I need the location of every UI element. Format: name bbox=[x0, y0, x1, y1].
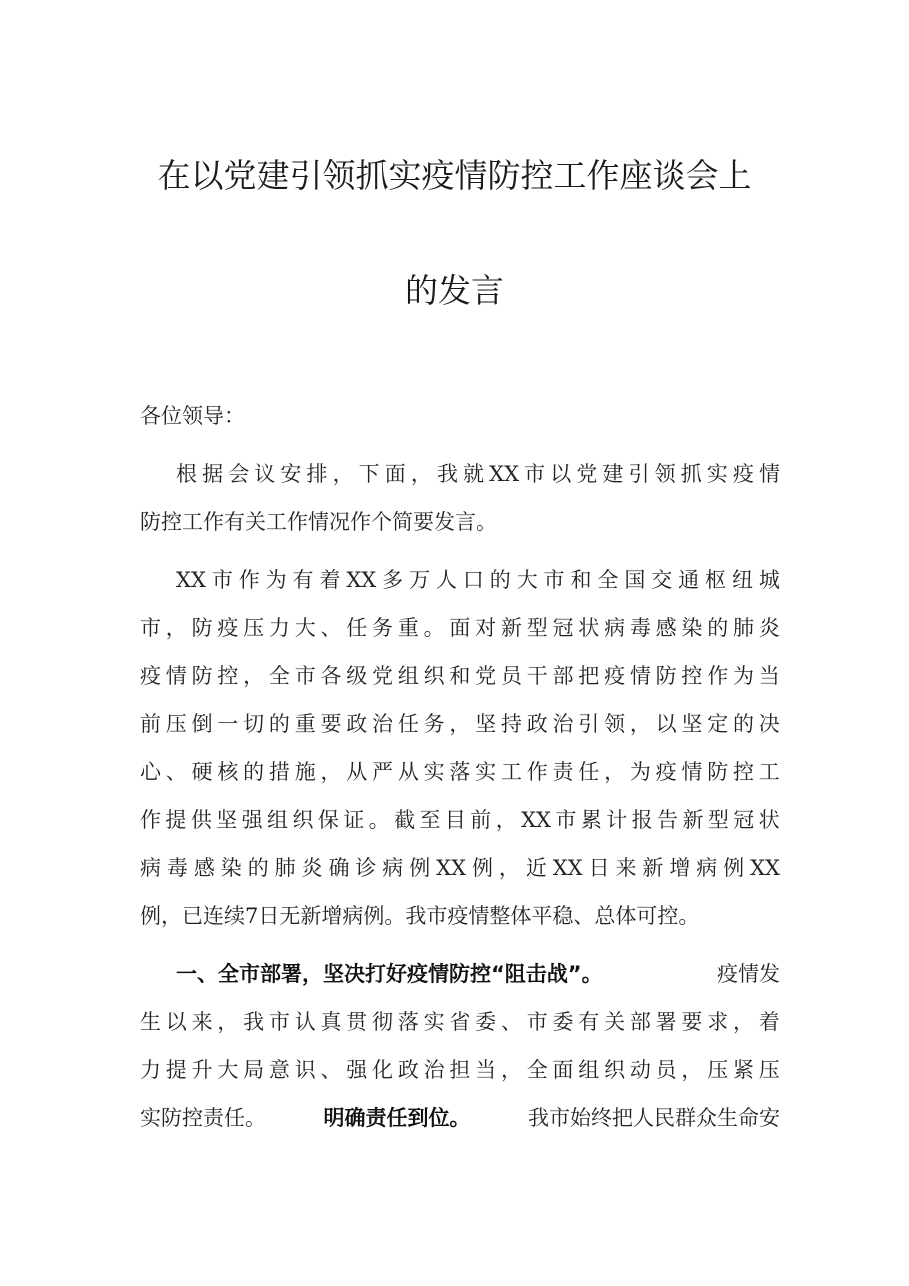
paragraph-3-line: 实防控责任。 明确责任到位。 我市始终把人民群众生命安 bbox=[140, 1094, 780, 1142]
paragraph-2-line: 病 毒 感 染 的 肺 炎 确 诊 病 例 XX 例 ， 近 XX 日 来 新 增 病 例 XX bbox=[140, 856, 780, 880]
paragraph-2-line: 心 、 硬 核 的 措 施 ， 从 严 从 实 落 实 工 作 责 任 ， 为 疫 情 防 控 工 bbox=[140, 760, 780, 784]
section-heading: 一、全市部署，坚决打好疫情防控“阻击战”。 bbox=[176, 962, 603, 986]
document-body bbox=[140, 392, 780, 1142]
paragraph-2-line: 前 压 倒 一 切 的 重 要 政 治 任 务 ， 坚 持 政 治 引 领 ， 以 坚 定 的 决 bbox=[140, 712, 780, 736]
sub-heading: 明确责任到位。 bbox=[323, 1106, 471, 1130]
paragraph-3-line: 一、全市部署，坚决打好疫情防控“阻击战”。 疫情发 bbox=[140, 950, 780, 998]
document-title-line-1: 在以党建引领抓实疫情防控工作座谈会上 bbox=[157, 156, 752, 195]
paragraph-2-line: 疫 情 防 控 ， 全 市 各 级 党 组 织 和 党 员 干 部 把 疫 情 防 控 作 为 当 bbox=[140, 664, 780, 688]
paragraph-2-line: 市 ， 防 疫 压 力 大 、 任 务 重 。 面 对 新 型 冠 状 病 毒 感 染 的 肺 炎 bbox=[140, 616, 780, 640]
salutation: 各位领导： bbox=[140, 404, 245, 428]
paragraph-3-line: 生 以 来 ， 我 市 认 真 贯 彻 落 实 省 委 、 市 委 有 关 部 署 要 求 ， 着 bbox=[140, 1010, 780, 1034]
paragraph-2-line: 例，已连续7日无新增病例。我市疫情整体平稳、总体可控。 bbox=[140, 904, 700, 928]
paragraph-3-line: 力 提 升 大 局 意 识 、 强 化 政 治 担 当 ， 全 面 组 织 动 员 ， 压 紧 压 bbox=[140, 1058, 780, 1082]
paragraph-1-line: 防控工作有关工作情况作个简要发言。 bbox=[140, 510, 497, 534]
paragraph-2-line: XX 市 作 为 有 着 XX 多 万 人 口 的 大 市 和 全 国 交 通 枢 纽 城 bbox=[176, 568, 780, 592]
document-title-line-2: 的发言 bbox=[405, 271, 504, 310]
paragraph-2-line: 作 提 供 坚 强 组 织 保 证 。 截 至 目 前 ， XX 市 累 计 报 告 新 型 冠 状 bbox=[140, 808, 780, 832]
paragraph-1-line: 根 据 会 议 安 排 ， 下 面 ， 我 就 XX 市 以 党 建 引 领 抓 实 疫 情 bbox=[176, 462, 780, 486]
